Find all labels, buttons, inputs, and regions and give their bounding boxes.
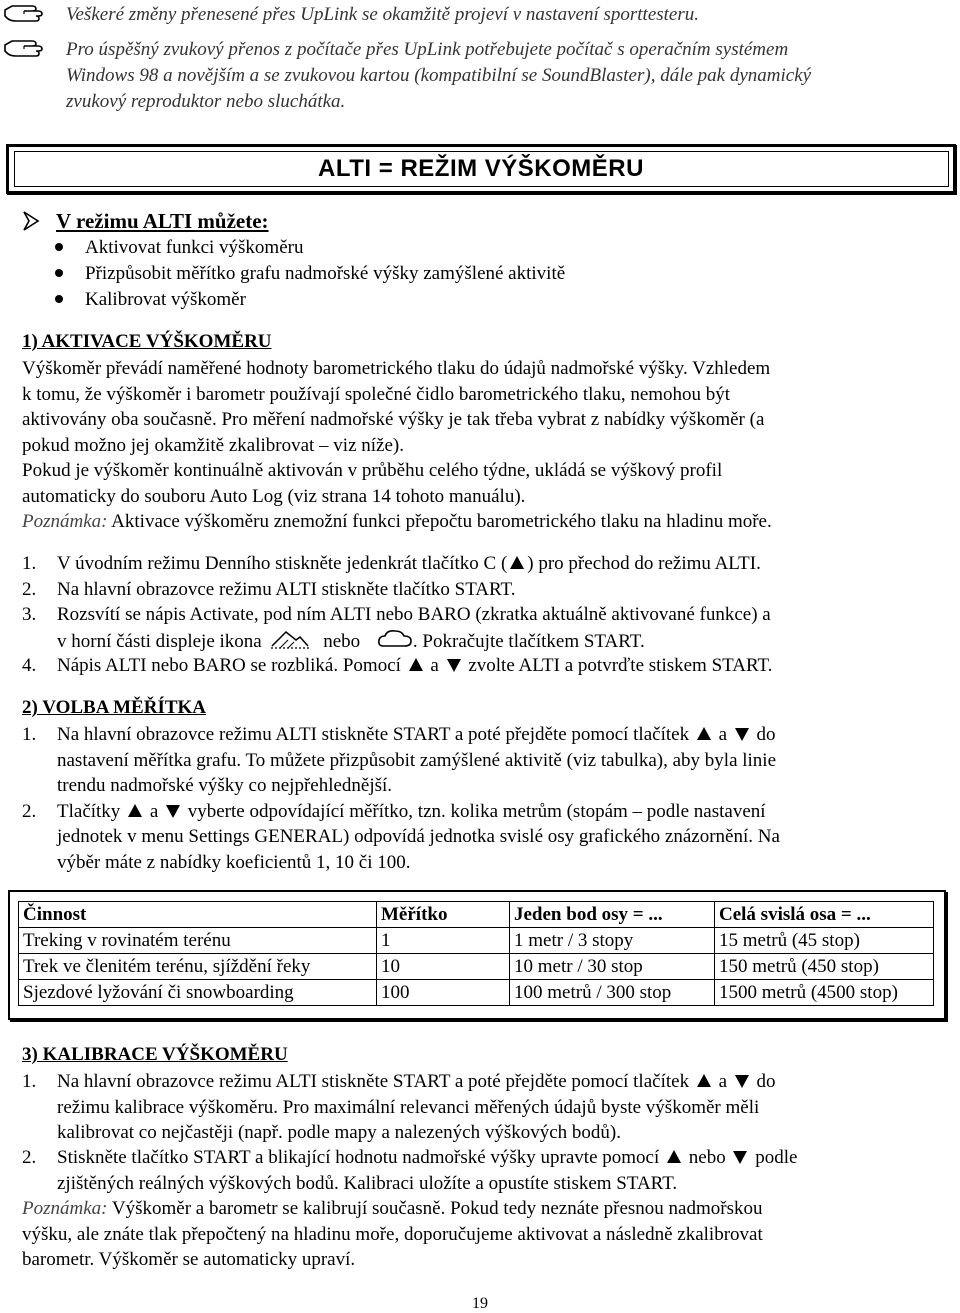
note-line [22, 509, 950, 535]
triangle-down-icon [735, 728, 749, 741]
step-line [57, 799, 950, 825]
step-text: Tlačítky [57, 801, 121, 822]
triangle-up-icon [697, 1074, 711, 1087]
note-text: Výškoměr a barometr se kalibrují současně. Pokud tedy neznáte přesnou nadmořskou [107, 1198, 763, 1219]
step-line: nastavení měřítka grafu. To můžete přizpůsobit zamýšlené aktivitě (viz tabulka), aby byla linie [57, 750, 777, 771]
intro-heading: V režimu ALTI můžete: [56, 209, 269, 233]
step-number: 1. [22, 724, 37, 745]
triangle-up-icon [128, 804, 142, 817]
table-cell: 100 [377, 980, 510, 1006]
scale-table [18, 901, 934, 1006]
step-line: zjištěných reálných výškových bodů. Kalibraci uložíte a opustíte stiskem START. [57, 1173, 678, 1194]
step-text: zvolte ALTI a potvrďte stiskem START. [468, 655, 773, 676]
table-header-row [19, 902, 934, 928]
step-text: do [756, 724, 776, 745]
paragraph-line: automaticky do souboru Auto Log (viz strana 14 tohoto manuálu). [22, 486, 526, 507]
triangle-down-icon [166, 805, 180, 818]
step-text: nebo [323, 631, 361, 652]
paragraph-line: Pokud je výškoměr kontinuálně aktivován v průběhu celého týdne, ukládá se výškový profil [22, 460, 723, 481]
step-text: Na hlavní obrazovce režimu ALTI stiskněte START a poté přejděte pomocí tlačítek [57, 1071, 690, 1092]
step-text: v horní části displeje ikona [57, 631, 262, 652]
section-header-box [6, 144, 956, 194]
note-line [22, 1196, 950, 1222]
table-cell: 10 [377, 954, 510, 980]
table-header-cell: Měřítko [377, 902, 510, 928]
step-text: a [718, 1071, 728, 1092]
step-text: Na hlavní obrazovce režimu ALTI stiskněte START a poté přejděte pomocí tlačítek [57, 724, 690, 745]
step-number: 3. [22, 604, 37, 625]
table-row [19, 928, 934, 954]
note-text-line: zvukový reproduktor nebo sluchátka. [66, 91, 346, 112]
step-text: do [756, 1071, 776, 1092]
note-text-line: Windows 98 a novějším a se zvukovou kartou (kompatibilní se SoundBlaster), dále pak dynamický [66, 65, 812, 86]
step-line [57, 1069, 950, 1095]
step-2: Na hlavní obrazovce režimu ALTI stiskněte tlačítko START. [57, 579, 516, 600]
bullet-dot [55, 269, 63, 277]
note-text: Veškeré změny přenesené přes UpLink se okamžitě projeví v nastavení sporttesteru. [66, 4, 700, 25]
step-line: kalibrovat co nejčastěji (např. podle mapy a nalezených výškových bodů). [57, 1122, 621, 1143]
step-3-line [57, 628, 950, 655]
section-1-title: 1) AKTIVACE VÝŠKOMĚRU [22, 331, 272, 352]
table-cell: 100 metrů / 300 stop [510, 980, 715, 1006]
triangle-down-icon [735, 1075, 749, 1088]
triangle-up-icon [409, 658, 423, 671]
table-row [19, 954, 934, 980]
step-line [57, 1145, 950, 1171]
arrowhead-bullet-icon [22, 210, 40, 232]
page-title: ALTI = REŽIM VÝŠKOMĚRU [318, 155, 644, 182]
note-line: výšku, ale znáte tlak přepočtený na hladinu moře, doporučujeme aktivovat a následně zkalibrovat [22, 1224, 763, 1245]
step-line: trendu nadmořské výšky co nejpřehlednější. [57, 775, 393, 796]
table-cell: 1 [377, 928, 510, 954]
step-1 [57, 551, 950, 577]
step-text: a [149, 801, 159, 822]
intro-bullet: Aktivovat funkci výškoměru [85, 237, 304, 258]
paragraph-line: Výškoměr převádí naměřené hodnoty barometrického tlaku do údajů nadmořské výšky. Vzhledem [22, 358, 771, 379]
step-4 [57, 653, 950, 679]
bullet-dot [55, 243, 63, 251]
table-cell: 10 metr / 30 stop [510, 954, 715, 980]
note-text: Aktivace výškoměru znemožní funkci přepočtu barometrického tlaku na hladinu moře. [107, 511, 772, 532]
triangle-up-icon [697, 727, 711, 740]
step-text: Stiskněte tlačítko START a blikající hodnotu nadmořské výšky upravte pomocí [57, 1147, 660, 1168]
step-text: a [718, 724, 728, 745]
table-cell: Trek ve členitém terénu, sjíždění řeky [19, 954, 377, 980]
mountain-icon [270, 628, 310, 650]
table-cell: Treking v rovinatém terénu [19, 928, 377, 954]
paragraph-line: aktivovány oba současně. Pro měření nadmořské výšky je tak třeba vybrat z nabídky výškoměr (a [22, 409, 765, 430]
step-text: V úvodním režimu Denního stiskněte jedenkrát tlačítko C ( [57, 553, 508, 574]
section-3-title: 3) KALIBRACE VÝŠKOMĚRU [22, 1044, 288, 1065]
table-header-cell: Celá svislá osa = ... [715, 902, 934, 928]
step-text: podle [755, 1147, 798, 1168]
note-text-line: Pro úspěšný zvukový přenos z počítače přes UpLink potřebujete počítač s operačním systémem [66, 39, 789, 60]
step-text: vyberte odpovídající měřítko, tzn. kolika metrům (stopám – podle nastavení [187, 801, 766, 822]
table-cell: 150 metrů (450 stop) [715, 954, 934, 980]
step-number: 2. [22, 1147, 37, 1168]
step-text: Nápis ALTI nebo BARO se rozbliká. Pomocí [57, 655, 401, 676]
table-header-cell: Jeden bod osy = ... [510, 902, 715, 928]
pointing-hand-icon [2, 37, 52, 59]
table-header-cell: Činnost [19, 902, 377, 928]
note-label: Poznámka: [22, 511, 108, 532]
step-line: výběr máte z nabídky koeficientů 1, 10 či 100. [57, 852, 411, 873]
cloud-icon [377, 628, 413, 650]
step-line: režimu kalibrace výškoměru. Pro maximální relevanci měřených údajů byste výškoměr měli [57, 1097, 760, 1118]
bullet-dot [55, 295, 63, 303]
intro-bullet: Přizpůsobit měřítko grafu nadmořské výšky zamýšlené aktivitě [85, 263, 566, 284]
triangle-down-icon [447, 659, 461, 672]
note-1 [0, 2, 940, 30]
step-number: 2. [22, 801, 37, 822]
triangle-down-icon [733, 1151, 747, 1164]
step-number: 1. [22, 1071, 37, 1092]
page-number: 19 [472, 1295, 488, 1312]
pointing-hand-icon [2, 2, 52, 24]
table-row [19, 980, 934, 1006]
step-number: 2. [22, 579, 37, 600]
note-2 [0, 37, 940, 117]
table-cell: 1 metr / 3 stopy [510, 928, 715, 954]
step-3-line: Rozsvítí se nápis Activate, pod ním ALTI nebo BARO (zkratka aktuálně aktivované funkce) a [57, 604, 771, 625]
step-text: a [430, 655, 439, 676]
step-text: nebo [688, 1147, 726, 1168]
note-line: barometr. Výškoměr se automaticky upraví. [22, 1249, 356, 1270]
step-text: ) pro přechod do režimu ALTI. [527, 553, 761, 574]
intro-bullet: Kalibrovat výškoměr [85, 289, 246, 310]
step-text: . Pokračujte tlačítkem START. [412, 631, 645, 652]
table-cell: Sjezdové lyžování či snowboarding [19, 980, 377, 1006]
step-line [57, 722, 950, 748]
triangle-up-icon [667, 1150, 681, 1163]
triangle-up-icon [510, 556, 524, 569]
table-cell: 1500 metrů (4500 stop) [715, 980, 934, 1006]
paragraph-line: k tomu, že výškoměr i barometr používají společné čidlo barometrického tlaku, nemohou být [22, 384, 731, 405]
paragraph-line: pokud možno jej okamžitě zkalibrovat – viz níže). [22, 435, 404, 456]
table-cell: 15 metrů (45 stop) [715, 928, 934, 954]
step-number: 1. [22, 553, 37, 574]
step-line: jednotek v menu Settings GENERAL) odpovídá jednotka svislé osy grafického znázornění. Na [57, 826, 780, 847]
step-number: 4. [22, 655, 37, 676]
note-label: Poznámka: [22, 1198, 108, 1219]
section-2-title: 2) VOLBA MĚŘÍTKA [22, 697, 207, 718]
